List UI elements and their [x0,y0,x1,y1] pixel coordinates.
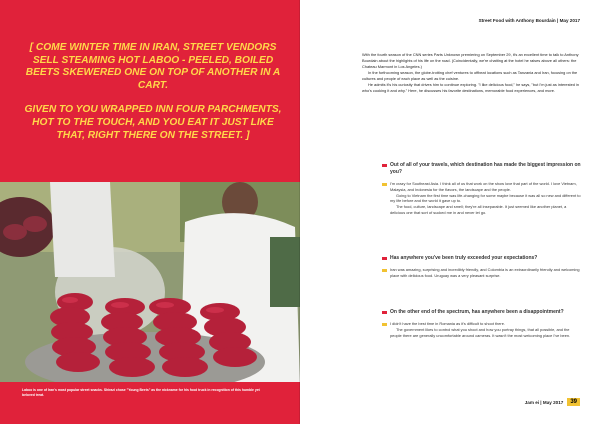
question-1: Out of all of your travels, which destination has made the biggest impression on you? [382,162,582,176]
answer-3 [382,321,582,338]
qa-block-3 [382,309,582,338]
answer-1-paragraph: Going to Vietnam the first time was life-changing for some maybe because it was all so new and different to my life before and the world it gave up to. [390,192,581,204]
answer-1-paragraph: I'm crazy for Southeast Asia. I think all of us that work on the show love that part of the world. I love Vietnam, Malaysia, and Indonesia for the flavors, the landscape and the people. [390,181,577,192]
qa-block-1 [382,162,582,216]
right-page [300,0,600,424]
street-vendor-photo [0,182,300,382]
photo-caption: Laboo is one of Iran's most popular street snacks. Shirazi chose "Young Beets" as the nickname for his food truck in recognition of this humble yet beloved treat. [22,388,260,397]
intro-paragraph-2: In the forthcoming season, the globe-trotting chef ventures to offbeat locations such as Tanzania and Iran, focusing on the cultures and people of each place as well as the cuisine. [362,70,578,81]
intro-paragraph-3: He admits it's his curiosity that drives him to continue exploring. "I like delicious food," he says, "but I'm just as interested in who's cooking it and why." Here, he discusses his favorite destinations, memorable food experiences, and more. [362,82,580,93]
footer-date: Jam ei | May 2017 [524,399,564,405]
answer-3-paragraph: I didn't have the best time in Romania as it's difficult to shoot there. [390,321,505,326]
pull-quote [24,42,282,154]
question-2: Has anywhere you've been truly exceeded your expectations? [382,255,582,262]
answer-1 [382,181,582,216]
intro-text [362,52,582,94]
question-3: On the other end of the spectrum, has anywhere been a disappointment? [382,309,582,316]
pull-quote-paragraph-2: GIVEN TO YOU WRAPPED INN FOUR PARCHMENTS, HOT TO THE TOUCH, AND YOU EAT IT JUST LIKE THAT, RIGHT THERE ON THE STREET. ] [24,104,282,141]
page-footer [525,398,580,406]
intro-paragraph-1: With the fourth season of the CNN series Parts Unknown premiering on September 29, it's an excellent time to talk to Anthony Bourdain about the highlights of his life on the road. (Coincidentally, we're chatting at the hotel he raises above all others: the Chateau Marmont in Los Angeles.) [362,52,579,69]
pull-quote-paragraph-1: [ COME WINTER TIME IN IRAN, STREET VENDORS SELL STEAMING HOT LABOO - PEELED, BOILED BEETS SKEWERED ONE ON TOP OF ANOTHER IN A CART. [25,42,281,91]
answer-3-paragraph: The government likes to control what you shoot and how you portray things, that all possible, and the people there are generally uncomfortable around cameras. It wasn't the most welcoming place I've been. [390,326,571,338]
qa-block-2 [382,255,582,279]
page-number: 39 [567,398,580,406]
answer-2 [382,267,582,279]
answer-1-paragraph: The food, culture, landscape and smell; they're all inseparable. It just seemed like another planet, a delicious one that sort of sucked me in and never let go. [390,204,567,215]
answer-2-paragraph: Iran was amazing, surprising and incredibly friendly, and Colombia is an extraordinarily friendly and welcoming place with delicious food. Uruguay was a very pleasant surprise. [390,267,580,278]
running-head: Street Food with Anthony Bourdain | May 2017 [478,18,580,23]
